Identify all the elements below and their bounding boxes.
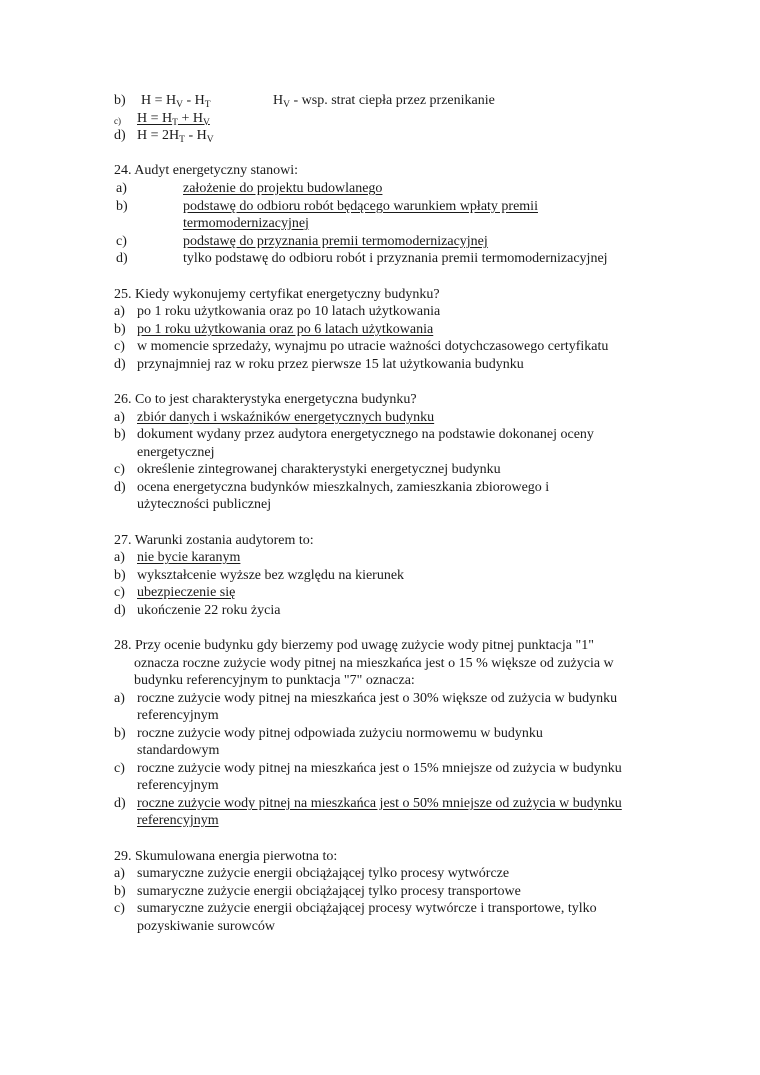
- q27-b-text: wykształcenie wyższe bez względu na kierunek: [137, 568, 405, 583]
- q28-question-line2: oznacza roczne zużycie wody pitnej na mieszkańca jest o 15 % większe od zużycia w: [134, 656, 614, 671]
- q26-a-label: a): [114, 410, 125, 425]
- q25-d-text: przynajmniej raz w roku przez pierwsze 15 lat użytkowania budynku: [137, 357, 524, 372]
- q28-c-text-line2: referencyjnym: [137, 778, 219, 793]
- q28-a-label: a): [114, 691, 125, 706]
- q26-d-text-line2: użyteczności publicznej: [137, 497, 272, 512]
- q25-d-label: d): [114, 357, 126, 372]
- q24-d-label: d): [116, 251, 128, 266]
- q25-a-label: a): [114, 304, 125, 319]
- q28-a-text-line2: referencyjnym: [137, 708, 219, 723]
- q24-a-text: założenie do projektu budowlanego: [183, 181, 383, 196]
- q29-c-label: c): [114, 901, 125, 916]
- q26-c-label: c): [114, 462, 125, 477]
- hv-definition-note: $H_V$ - wsp. strat ciepła przez przenikanie: [273, 93, 495, 110]
- q26-d-text-line1: ocena energetyczna budynków mieszkalnych, zamieszkania zbiorowego i: [137, 480, 550, 495]
- q27-question: 27. Warunki zostania audytorem to:: [114, 533, 314, 548]
- q29-question: 29. Skumulowana energia pierwotna to:: [114, 849, 338, 864]
- q28-c-label: c): [114, 761, 125, 776]
- q27-a-label: a): [114, 550, 125, 565]
- q27-d-text: ukończenie 22 roku życia: [137, 603, 281, 618]
- q27-c-label: c): [114, 585, 125, 600]
- q28-question-line3: budynku referencyjnym to punktacja "7" oznacza:: [134, 673, 415, 688]
- q26-b-text-line1: dokument wydany przez audytora energetycznego na podstawie dokonanej oceny: [137, 427, 594, 442]
- q24-c-text: podstawę do przyznania premii termomodernizacyjnej: [183, 234, 488, 249]
- q28-d-text-line2: referencyjnym: [137, 813, 219, 828]
- option-c-label: c): [114, 116, 121, 126]
- q24-c-label: c): [116, 234, 127, 249]
- q26-b-label: b): [114, 427, 126, 442]
- q29-b-label: b): [114, 884, 126, 899]
- q25-c-label: c): [114, 339, 125, 354]
- q28-d-text-line1: roczne zużycie wody pitnej na mieszkańca jest o 50% mniejsze od zużycia w budynku: [137, 796, 622, 811]
- q29-a-label: a): [114, 866, 125, 881]
- q29-c-text-line2: pozyskiwanie surowców: [137, 919, 276, 934]
- q28-a-text-line1: roczne zużycie wody pitnej na mieszkańca jest o 30% większe od zużycia w budynku: [137, 691, 618, 706]
- q25-c-text: w momencie sprzedaży, wynajmu po utracie ważności dotychczasowego certyfikatu: [137, 339, 609, 354]
- q28-b-label: b): [114, 726, 126, 741]
- option-d-label: d): [114, 128, 126, 143]
- q24-question: 24. Audyt energetyczny stanowi:: [114, 163, 299, 178]
- q26-d-label: d): [114, 480, 126, 495]
- q29-b-text: sumaryczne zużycie energii obciążającej tylko procesy transportowe: [137, 884, 521, 899]
- q27-b-label: b): [114, 568, 126, 583]
- q28-question-line1: 28. Przy ocenie budynku gdy bierzemy pod uwagę zużycie wody pitnej punktacja "1": [114, 638, 594, 653]
- option-d-formula: $H = 2H_T - H_V$: [137, 128, 214, 145]
- option-b-formula: $H = H_V - H_T$: [141, 93, 211, 110]
- option-c-formula: $H = H_T + H_V$: [137, 111, 210, 128]
- q26-question: 26. Co to jest charakterystyka energetyczna budynku?: [114, 392, 417, 407]
- q24-b-text-line1: podstawę do odbioru robót będącego warunkiem wpłaty premii: [183, 199, 538, 214]
- q26-a-text: zbiór danych i wskaźników energetycznych budynku: [137, 410, 435, 425]
- q28-c-text-line1: roczne zużycie wody pitnej na mieszkańca jest o 15% mniejsze od zużycia w budynku: [137, 761, 622, 776]
- q29-c-text-line1: sumaryczne zużycie energii obciążającej procesy wytwórcze i transportowe, tylko: [137, 901, 597, 916]
- q24-b-label: b): [116, 199, 128, 214]
- q27-d-label: d): [114, 603, 126, 618]
- q26-c-text: określenie zintegrowanej charakterystyki energetycznej budynku: [137, 462, 501, 477]
- q25-a-text: po 1 roku użytkowania oraz po 10 latach użytkowania: [137, 304, 441, 319]
- q28-b-text-line2: standardowym: [137, 743, 220, 758]
- q26-b-text-line2: energetycznej: [137, 445, 215, 460]
- q27-c-text: ubezpieczenie się: [137, 585, 236, 600]
- q28-b-text-line1: roczne zużycie wody pitnej odpowiada zużyciu normowemu w budynku: [137, 726, 543, 741]
- q25-question: 25. Kiedy wykonujemy certyfikat energetyczny budynku?: [114, 287, 440, 302]
- q29-a-text: sumaryczne zużycie energii obciążającej tylko procesy wytwórcze: [137, 866, 510, 881]
- q28-d-label: d): [114, 796, 126, 811]
- q27-a-text: nie bycie karanym: [137, 550, 241, 565]
- q25-b-label: b): [114, 322, 126, 337]
- option-b-label: b): [114, 93, 126, 108]
- q24-b-text-line2: termomodernizacyjnej: [183, 216, 309, 231]
- q24-d-text: tylko podstawę do odbioru robót i przyznania premii termomodernizacyjnej: [183, 251, 608, 266]
- q25-b-text: po 1 roku użytkowania oraz po 6 latach użytkowania: [137, 322, 434, 337]
- q24-a-label: a): [116, 181, 127, 196]
